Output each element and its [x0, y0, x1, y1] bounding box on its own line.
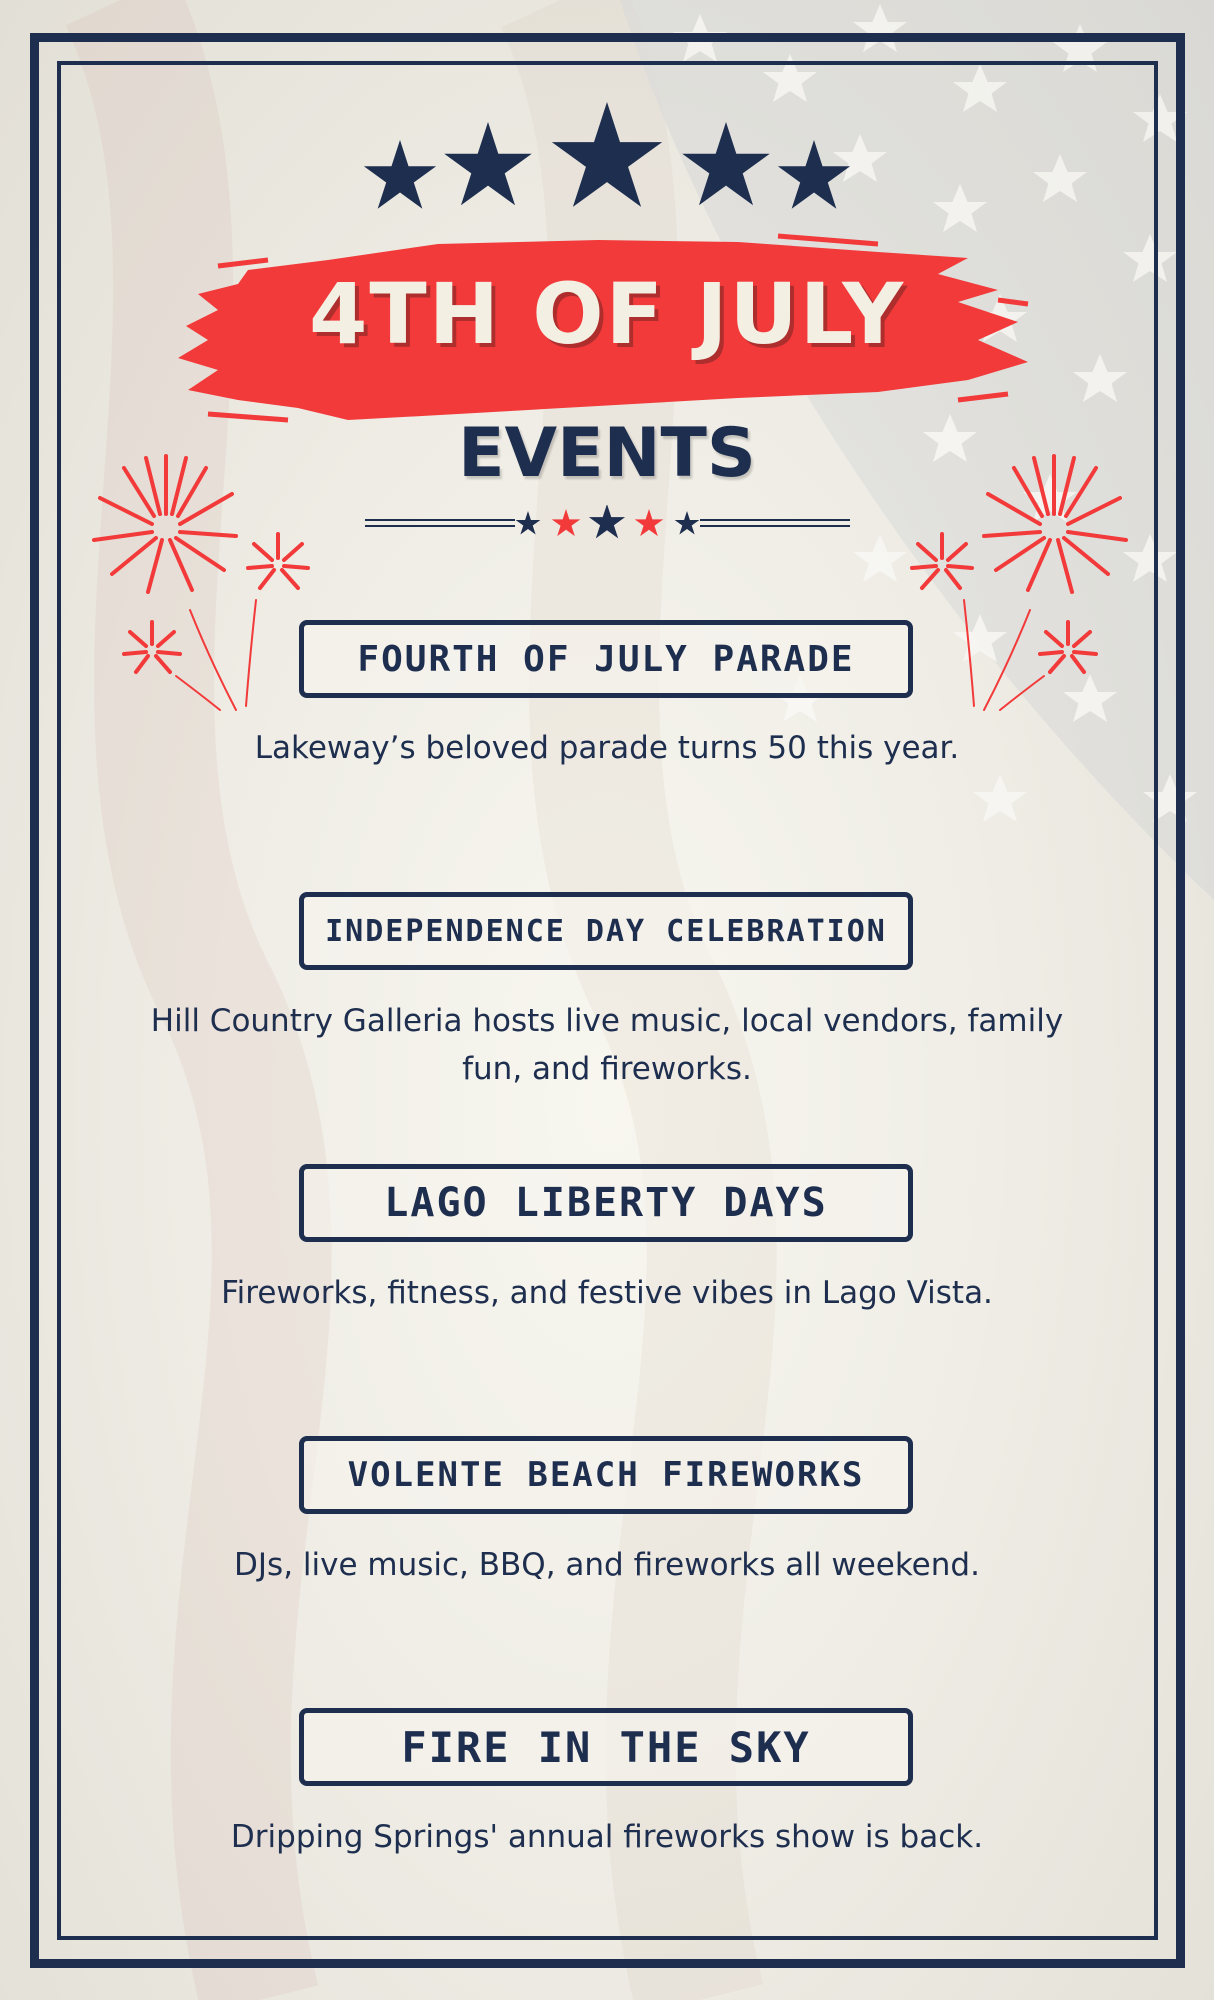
event-description: Dripping Springs' annual fireworks show is back. — [230, 1819, 984, 1855]
page-subtitle: EVENTS — [458, 414, 756, 493]
event-name-label: FIRE IN THE SKY — [299, 1708, 913, 1786]
star-divider-icon — [365, 505, 850, 541]
event-name-label: VOLENTE BEACH FIREWORKS — [299, 1436, 913, 1514]
event-description: Lakeway’s beloved parade turns 50 this year. — [254, 730, 960, 766]
five-stars-icon — [360, 100, 854, 220]
event-name-label: LAGO LIBERTY DAYS — [299, 1164, 913, 1242]
event-name-label: INDEPENDENCE DAY CELEBRATION — [299, 892, 913, 970]
page-title: 4TH OF JULY — [308, 265, 906, 363]
fireworks-left-icon — [80, 440, 330, 720]
event-description: DJs, live music, BBQ, and fireworks all weekend. — [234, 1547, 980, 1583]
event-name-label: FOURTH OF JULY PARADE — [299, 620, 913, 698]
event-description: Hill Country Galleria hosts live music, local vendors, family fun, and fireworks. — [150, 1003, 1064, 1087]
event-description: Fireworks, fitness, and festive vibes in Lago Vista. — [221, 1275, 993, 1311]
fireworks-right-icon — [890, 440, 1140, 720]
